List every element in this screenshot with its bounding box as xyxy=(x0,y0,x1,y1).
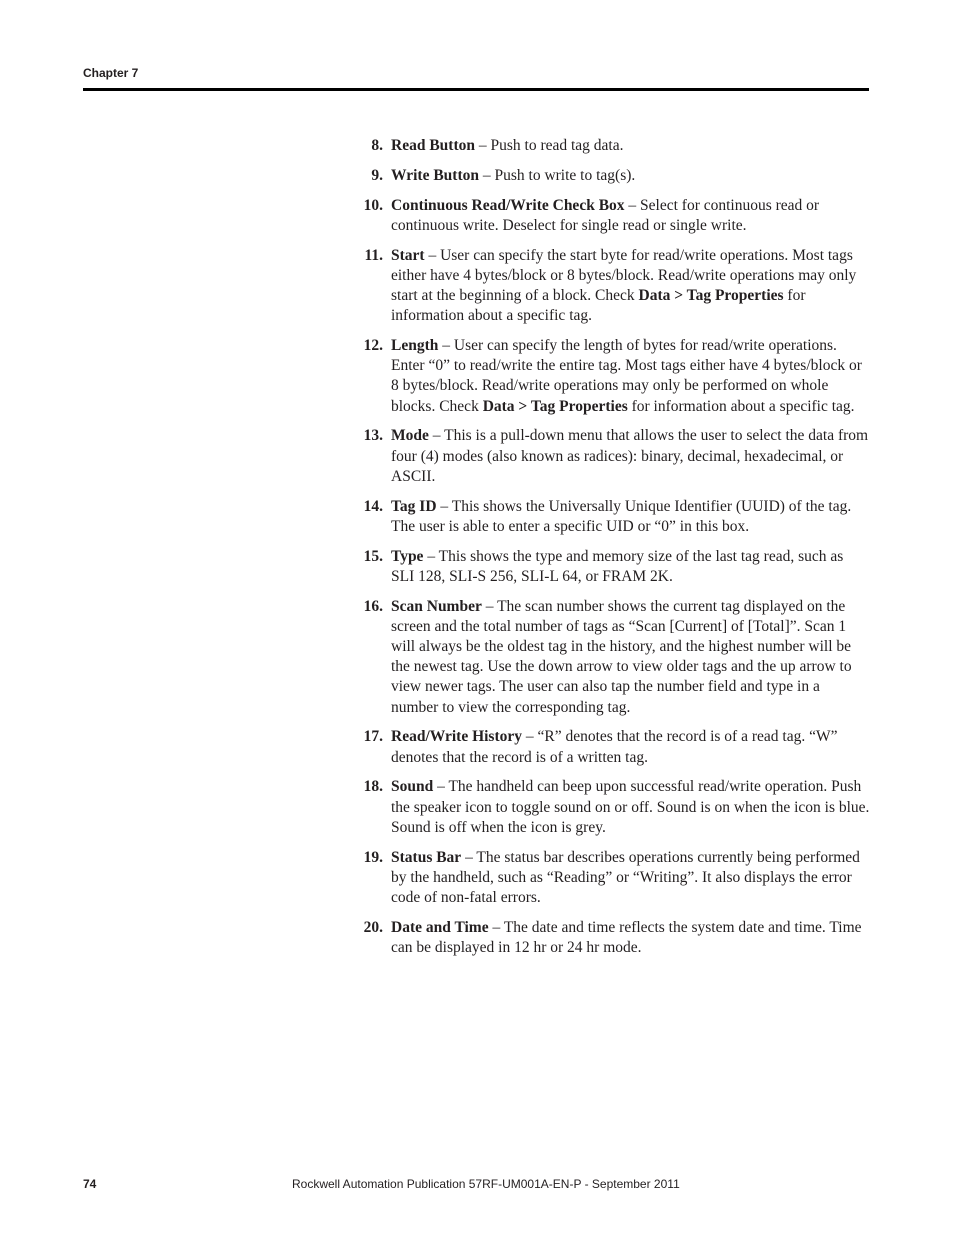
item-description: – Push to write to tag(s). xyxy=(478,166,636,184)
item-description: – “R” denotes that the record is of a read tag. “W” denotes that the record is of a written tag. xyxy=(391,728,838,766)
list-item xyxy=(355,727,870,767)
item-number: 17. xyxy=(363,728,383,746)
description-list xyxy=(355,136,870,968)
item-term: Start xyxy=(391,246,425,264)
item-term: Continuous Read/Write Check Box xyxy=(391,196,625,214)
chapter-label: Chapter 7 xyxy=(83,66,139,80)
item-number: 16. xyxy=(363,597,383,615)
item-term: Tag ID xyxy=(391,497,437,515)
item-number: 18. xyxy=(363,778,383,796)
item-description: – The handheld can beep upon successful read/write operation. Push the speaker icon to toggle sound on or off. Sound is on when the icon is blue. Sound is off when the icon is grey. xyxy=(391,778,870,836)
item-number: 13. xyxy=(363,427,383,445)
item-description: – This shows the Universally Unique Identifier (UUID) of the tag. The user is able to enter a specific UID or “0” in this box. xyxy=(391,497,852,535)
list-item xyxy=(355,918,870,958)
item-description: for information about a specific tag. xyxy=(627,397,855,415)
menu-path-reference: Data > Tag Properties xyxy=(638,287,784,304)
item-term: Type xyxy=(391,547,424,565)
item-term: Read/Write History xyxy=(391,728,523,746)
item-number: 19. xyxy=(363,848,383,866)
item-description: – The date and time reflects the system date and time. Time can be displayed in 12 hr or 24 hr mode. xyxy=(391,918,862,957)
list-item xyxy=(355,336,870,417)
item-description: – Push to read tag data. xyxy=(474,137,624,154)
list-item xyxy=(355,547,870,587)
item-number: 12. xyxy=(363,337,383,354)
item-number: 15. xyxy=(363,547,383,565)
item-number: 10. xyxy=(363,196,383,214)
item-description: – User can specify the length of bytes for read/write operations. Enter “0” to read/write the entire tag. Most tags either have 4 bytes/block or 8 bytes/block. Read/write operations may only be performed on whole blocks. Check xyxy=(391,337,862,415)
list-item xyxy=(355,848,870,909)
item-number: 14. xyxy=(363,497,383,515)
item-term: Length xyxy=(391,337,439,354)
page-number: 74 xyxy=(83,1177,97,1191)
item-term: Mode xyxy=(391,427,429,445)
item-description: – Select for continuous read or continuous write. Deselect for single read or single write. xyxy=(391,196,820,234)
item-description: – The status bar describes operations currently being performed by the handheld, such as “Reading” or “Writing”. It also displays the error code of non-fatal errors. xyxy=(391,848,860,907)
list-item xyxy=(355,246,870,327)
item-description: for information about a specific tag. xyxy=(391,287,806,325)
item-number: 8. xyxy=(371,137,383,154)
item-term: Write Button xyxy=(391,166,479,184)
list-item xyxy=(355,497,870,537)
item-description: – The scan number shows the current tag displayed on the screen and the total number of tags as “Scan [Current] of [Total]”. Scan 1 will always be the oldest tag in the history, and the highest number will be the newest tag. Use the down arrow to view older tags and the up arrow to view newer tags. The user can also tap the number field and type in a number to view the corresponding tag. xyxy=(391,597,852,716)
item-number: 20. xyxy=(363,918,383,936)
item-term: Read Button xyxy=(391,137,475,154)
list-item xyxy=(355,777,870,838)
item-description: – User can specify the start byte for read/write operations. Most tags either have 4 bytes/block or 8 bytes/block. Read/write operations may only start at the beginning of a block. Check xyxy=(391,246,857,304)
list-item xyxy=(355,196,870,236)
list-item xyxy=(355,136,870,156)
item-term: Status Bar xyxy=(391,848,462,866)
list-item xyxy=(355,166,870,186)
item-number: 11. xyxy=(364,246,383,264)
item-description: – This is a pull-down menu that allows the user to select the data from four (4) modes (also known as radices): binary, decimal, hexadecimal, or ASCII. xyxy=(391,427,869,485)
item-term: Sound xyxy=(391,778,434,796)
header-divider xyxy=(83,88,869,91)
menu-path-reference: Data > Tag Properties xyxy=(482,397,628,415)
list-item xyxy=(355,597,870,718)
item-term: Scan Number xyxy=(391,597,482,615)
item-description: – This shows the type and memory size of the last tag read, such as SLI 128, SLI-S 256, SLI-L 64, or FRAM 2K. xyxy=(391,547,844,585)
publication-info: Rockwell Automation Publication 57RF-UM001A-EN-P - September 2011 xyxy=(292,1177,680,1191)
item-term: Date and Time xyxy=(391,918,489,936)
item-number: 9. xyxy=(371,166,383,184)
list-item xyxy=(355,426,870,487)
